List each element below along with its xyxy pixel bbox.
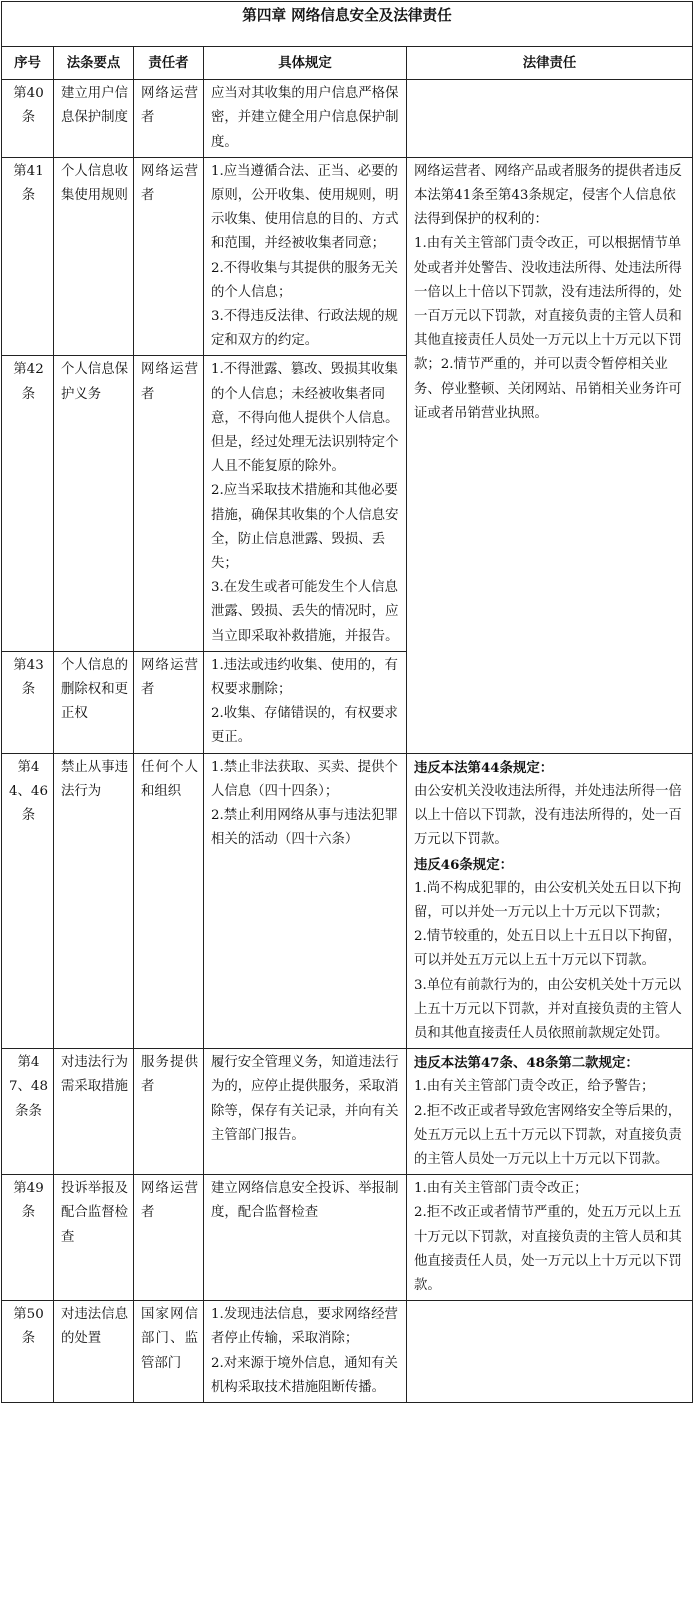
liability-line: 由公安机关没收违法所得，并处违法所得一倍以上十倍以下罚款，没有违法所得的，处一百万元以下罚款。 [414, 783, 682, 848]
liability-heading: 违反本法第44条规定： [414, 759, 554, 776]
article-rules [204, 356, 407, 651]
liability-line: 1.由有关主管部门责令改正，可以根据情节单处或者并处警告、没收违法所得、处违法所得一倍以上十倍以下罚款，没有违法所得的，处一百万元以下罚款，对直接负责的主管人员和其他直接责任人员处一万元以上十万元以下罚款；2.情节严重的，并可以责令暂停相关业务、停业整顿、关闭网站、吊销相关业务许可证或者吊销营业执照。 [414, 236, 682, 421]
table-row [2, 753, 693, 1048]
rule-line: 1.禁止非法获取、买卖、提供个人信息（四十四条）； [211, 759, 398, 799]
article-topic: 对违法行为需采取措施 [54, 1049, 134, 1175]
article-number: 第41条 [2, 157, 54, 356]
header-responsible: 责任者 [134, 47, 204, 80]
law-table [1, 1, 693, 1403]
header-rules: 具体规定 [204, 47, 407, 80]
responsible-party: 网络运营者 [134, 157, 204, 356]
article-rules [204, 157, 407, 356]
article-rules [204, 80, 407, 158]
rule-line: 2.不得收集与其提供的服务无关的个人信息； [211, 260, 398, 300]
header-liability: 法律责任 [407, 47, 693, 80]
article-topic: 禁止从事违法行为 [54, 753, 134, 1048]
rule-line: 1.发现违法信息，要求网络经营者停止传输，采取消除； [211, 1307, 398, 1347]
rule-line: 2.收集、存储错误的，有权要求更正。 [211, 706, 398, 746]
liability-line: 2.拒不改正或者情节严重的，处五万元以上五十万元以下罚款，对直接负责的主管人员和其他直接责任人员，处一万元以上十万元以下罚款。 [414, 1205, 682, 1293]
article-rules [204, 1301, 407, 1403]
article-topic: 个人信息的删除权和更正权 [54, 651, 134, 753]
article-topic: 个人信息收集使用规则 [54, 157, 134, 356]
article-number: 第47、48条条 [2, 1049, 54, 1175]
liability-art44-46 [407, 753, 693, 1048]
article-topic: 个人信息保护义务 [54, 356, 134, 651]
liability-line: 2.拒不改正或者导致危害网络安全等后果的，处五万元以上五十万元以下罚款，对直接负责的主管人员处一万元以上十万元以下罚款。 [414, 1103, 682, 1167]
liability-heading: 违反本法第47条、48条第二款规定： [414, 1055, 639, 1072]
liability-art47-48 [407, 1049, 693, 1175]
article-number: 第50条 [2, 1301, 54, 1403]
article-number: 第49条 [2, 1175, 54, 1301]
responsible-party: 网络运营者 [134, 651, 204, 753]
liability-art41-43 [407, 157, 693, 753]
rule-line: 3.在发生或者可能发生个人信息泄露、毁损、丢失的情况时，应当立即采取补救措施，并报告。 [211, 580, 399, 644]
responsible-party: 网络运营者 [134, 356, 204, 651]
article-topic: 投诉举报及配合监督检查 [54, 1175, 134, 1301]
article-topic: 对违法信息的处置 [54, 1301, 134, 1403]
rule-line: 3.不得违反法律、行政法规的规定和双方的约定。 [211, 309, 398, 349]
rule-line: 1.不得泄露、篡改、毁损其收集的个人信息；未经被收集者同意，不得向他人提供个人信息。但是，经过处理无法识别特定个人且不能复原的除外。 [211, 362, 399, 475]
table-row [2, 157, 693, 356]
article-rules [204, 1049, 407, 1175]
article-rules [204, 1175, 407, 1301]
rule-line: 1.违法或违约收集、使用的，有权要求删除； [211, 657, 398, 698]
header-num: 序号 [2, 47, 54, 80]
liability-line: 1.尚不构成犯罪的，由公安机关处五日以下拘留，可以并处一万元以上十万元以下罚款； [414, 880, 682, 920]
header-topic: 法条要点 [54, 47, 134, 80]
table-row [2, 1175, 693, 1301]
table-title: 第四章 网络信息安全及法律责任 [2, 2, 693, 47]
liability-line: 3.单位有前款行为的，由公安机关处十万元以上五十万元以下罚款，并对直接负责的主管人员和其他直接责任人员依照前款规定处罚。 [414, 977, 682, 1041]
liability-heading: 违反46条规定： [414, 856, 513, 873]
responsible-party: 网络运营者 [134, 1175, 204, 1301]
article-rules [204, 651, 407, 753]
responsible-party: 服务提供者 [134, 1049, 204, 1175]
responsible-party: 任何个人和组织 [134, 753, 204, 1048]
rule-line: 1.应当遵循合法、正当、必要的原则，公开收集、使用规则，明示收集、使用信息的目的、方式和范围，并经被收集者同意； [211, 163, 399, 252]
liability-empty [407, 80, 693, 158]
table-row [2, 1049, 693, 1175]
liability-line: 1.由有关主管部门责令改正，给予警告； [414, 1079, 655, 1095]
article-number: 第42条 [2, 356, 54, 651]
article-number: 第40条 [2, 80, 54, 158]
table-row [2, 80, 693, 158]
article-number: 第44、46条 [2, 753, 54, 1048]
rule-line: 2.应当采取技术措施和其他必要措施，确保其收集的个人信息安全，防止信息泄露、毁损、丢失； [211, 483, 399, 572]
responsible-party: 国家网信部门、监管部门 [134, 1301, 204, 1403]
liability-art49 [407, 1175, 693, 1301]
article-topic: 建立用户信息保护制度 [54, 80, 134, 158]
rule-line: 2.对来源于境外信息，通知有关机构采取技术措施阻断传播。 [211, 1355, 398, 1395]
article-number: 第43条 [2, 651, 54, 753]
rule-line: 建立网络信息安全投诉、举报制度，配合监督检查 [211, 1181, 399, 1221]
liability-empty [407, 1301, 693, 1403]
rule-line: 2.禁止利用网络从事与违法犯罪相关的活动（四十六条） [211, 808, 398, 848]
table-row [2, 1301, 693, 1403]
liability-line: 1.由有关主管部门责令改正； [414, 1181, 588, 1197]
liability-line: 网络运营者、网络产品或者服务的提供者违反本法第41条至第43条规定，侵害个人信息依法得到保护的权利的： [414, 163, 682, 228]
rule-line: 履行安全管理义务，知道违法行为的，应停止提供服务，采取消除等，保存有关记录，并向有关主管部门报告。 [211, 1055, 399, 1143]
liability-line: 2.情节较重的，处五日以上十五日以下拘留，可以并处五万元以上五十万元以下罚款。 [414, 929, 682, 969]
article-rules [204, 753, 407, 1048]
header-row [2, 47, 693, 80]
rule-line: 应当对其收集的用户信息严格保密，并建立健全用户信息保护制度。 [211, 86, 399, 150]
responsible-party: 网络运营者 [134, 80, 204, 158]
